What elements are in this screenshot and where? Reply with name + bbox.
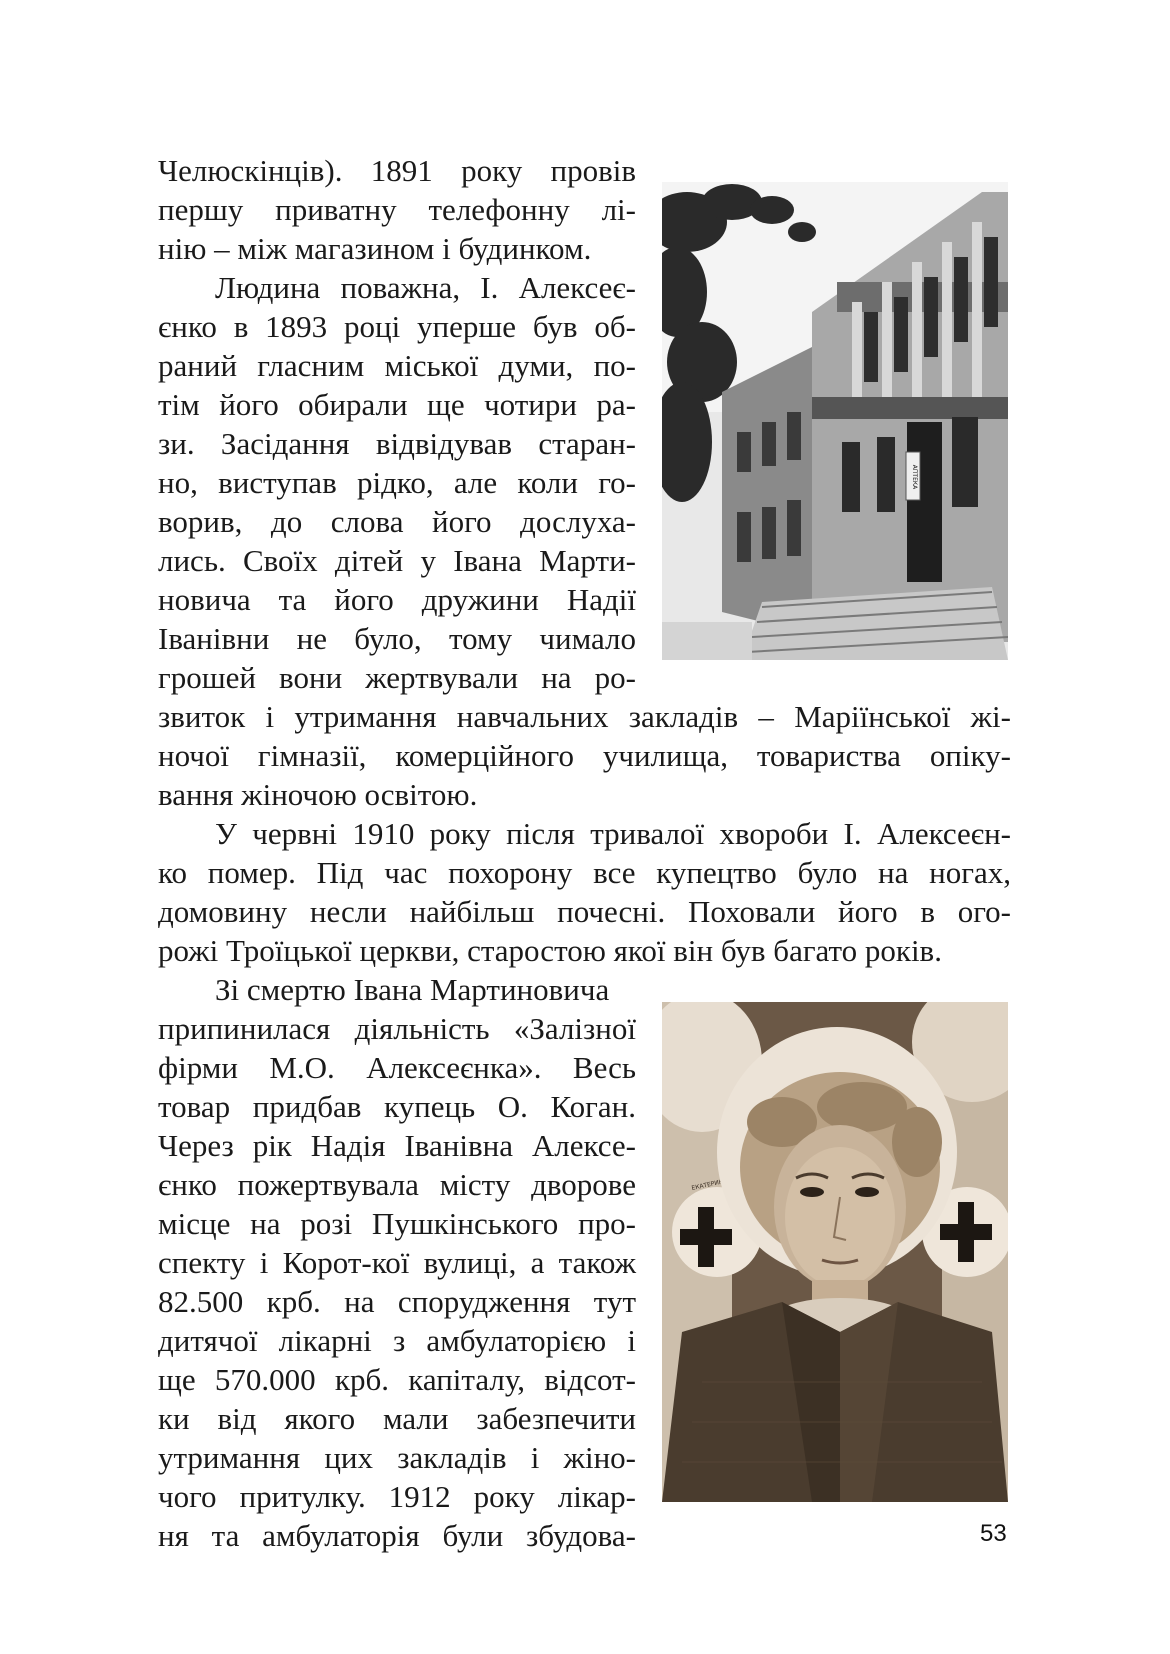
text-line: зи. Засідання відвідував старан- xyxy=(158,426,636,461)
text-line: Зі смертю Івана Мартиновича xyxy=(215,972,610,1007)
text-line: домовину несли найбільш почесні. Поховали його в ого- xyxy=(158,894,1011,929)
text-line: першу приватну телефонну лі- xyxy=(158,192,636,227)
text-line: раний гласним міської думи, по- xyxy=(158,348,636,383)
text-line: Людина поважна, І. Алексеє- xyxy=(215,270,636,305)
text-line: Іванівни не було, тому чимало xyxy=(158,621,636,656)
text-line: но, виступав рідко, але коли го- xyxy=(158,465,636,500)
text-line: тім його обирали ще чотири ра- xyxy=(158,387,636,422)
text-line: Через рік Надія Іванівна Алексе- xyxy=(158,1128,636,1163)
pharmacy-sign-text: АПТЕКА xyxy=(911,464,918,490)
portrait-photo xyxy=(662,1002,1008,1502)
text-line: новича та його дружини Надії xyxy=(158,582,636,617)
text-line: ко помер. Під час похорону все купецтво було на ногах, xyxy=(158,855,1011,890)
text-line: ворив, до слова його дослуха- xyxy=(158,504,636,539)
text-line: 82.500 крб. на спорудження тут xyxy=(158,1284,636,1319)
text-line: нію – між магазином і будинком. xyxy=(158,231,592,266)
text-line: утримання цих закладів і жіно- xyxy=(158,1440,636,1475)
text-line: дитячої лікарні з амбулаторією і xyxy=(158,1323,636,1358)
text-line: Челюскінців). 1891 року провів xyxy=(158,153,636,188)
text-line: ки від якого мали забезпечити xyxy=(158,1401,636,1436)
text-line: лись. Своїх дітей у Івана Марти- xyxy=(158,543,636,578)
text-line: припинилася діяльність «Залізної xyxy=(158,1011,636,1046)
text-line: ще 570.000 крб. капіталу, відсот- xyxy=(158,1362,636,1397)
text-line: чого притулку. 1912 року лікар- xyxy=(158,1479,636,1514)
text-line: місце на розі Пушкінського про- xyxy=(158,1206,636,1241)
text-line: ночої гімназії, комерційного училища, товариства опіку- xyxy=(158,738,1011,773)
text-line: ня та амбулаторія були збудова- xyxy=(158,1518,636,1553)
text-line: рожі Троїцької церкви, старостою якої він був багато років. xyxy=(158,933,942,968)
text-line: грошей вони жертвували на ро- xyxy=(158,660,636,695)
text-line: єнко пожертвувала місту дворове xyxy=(158,1167,636,1202)
text-line: фірми М.О. Алексеєнка». Весь xyxy=(158,1050,636,1085)
text-line: вання жіночою освітою. xyxy=(158,777,478,812)
text-line: У червні 1910 року після тривалої хвороби І. Алексеєн- xyxy=(215,816,1011,851)
text-line: товар придбав купець О. Коган. xyxy=(158,1089,636,1124)
page-number: 53 xyxy=(980,1520,1007,1547)
text-line: спекту і Корот-кої вулиці, а також xyxy=(158,1245,636,1280)
building-photo xyxy=(662,182,1008,660)
text-line: єнко в 1893 році уперше був об- xyxy=(158,309,636,344)
text-line: звиток і утримання навчальних закладів – Маріїнської жі- xyxy=(158,699,1011,734)
